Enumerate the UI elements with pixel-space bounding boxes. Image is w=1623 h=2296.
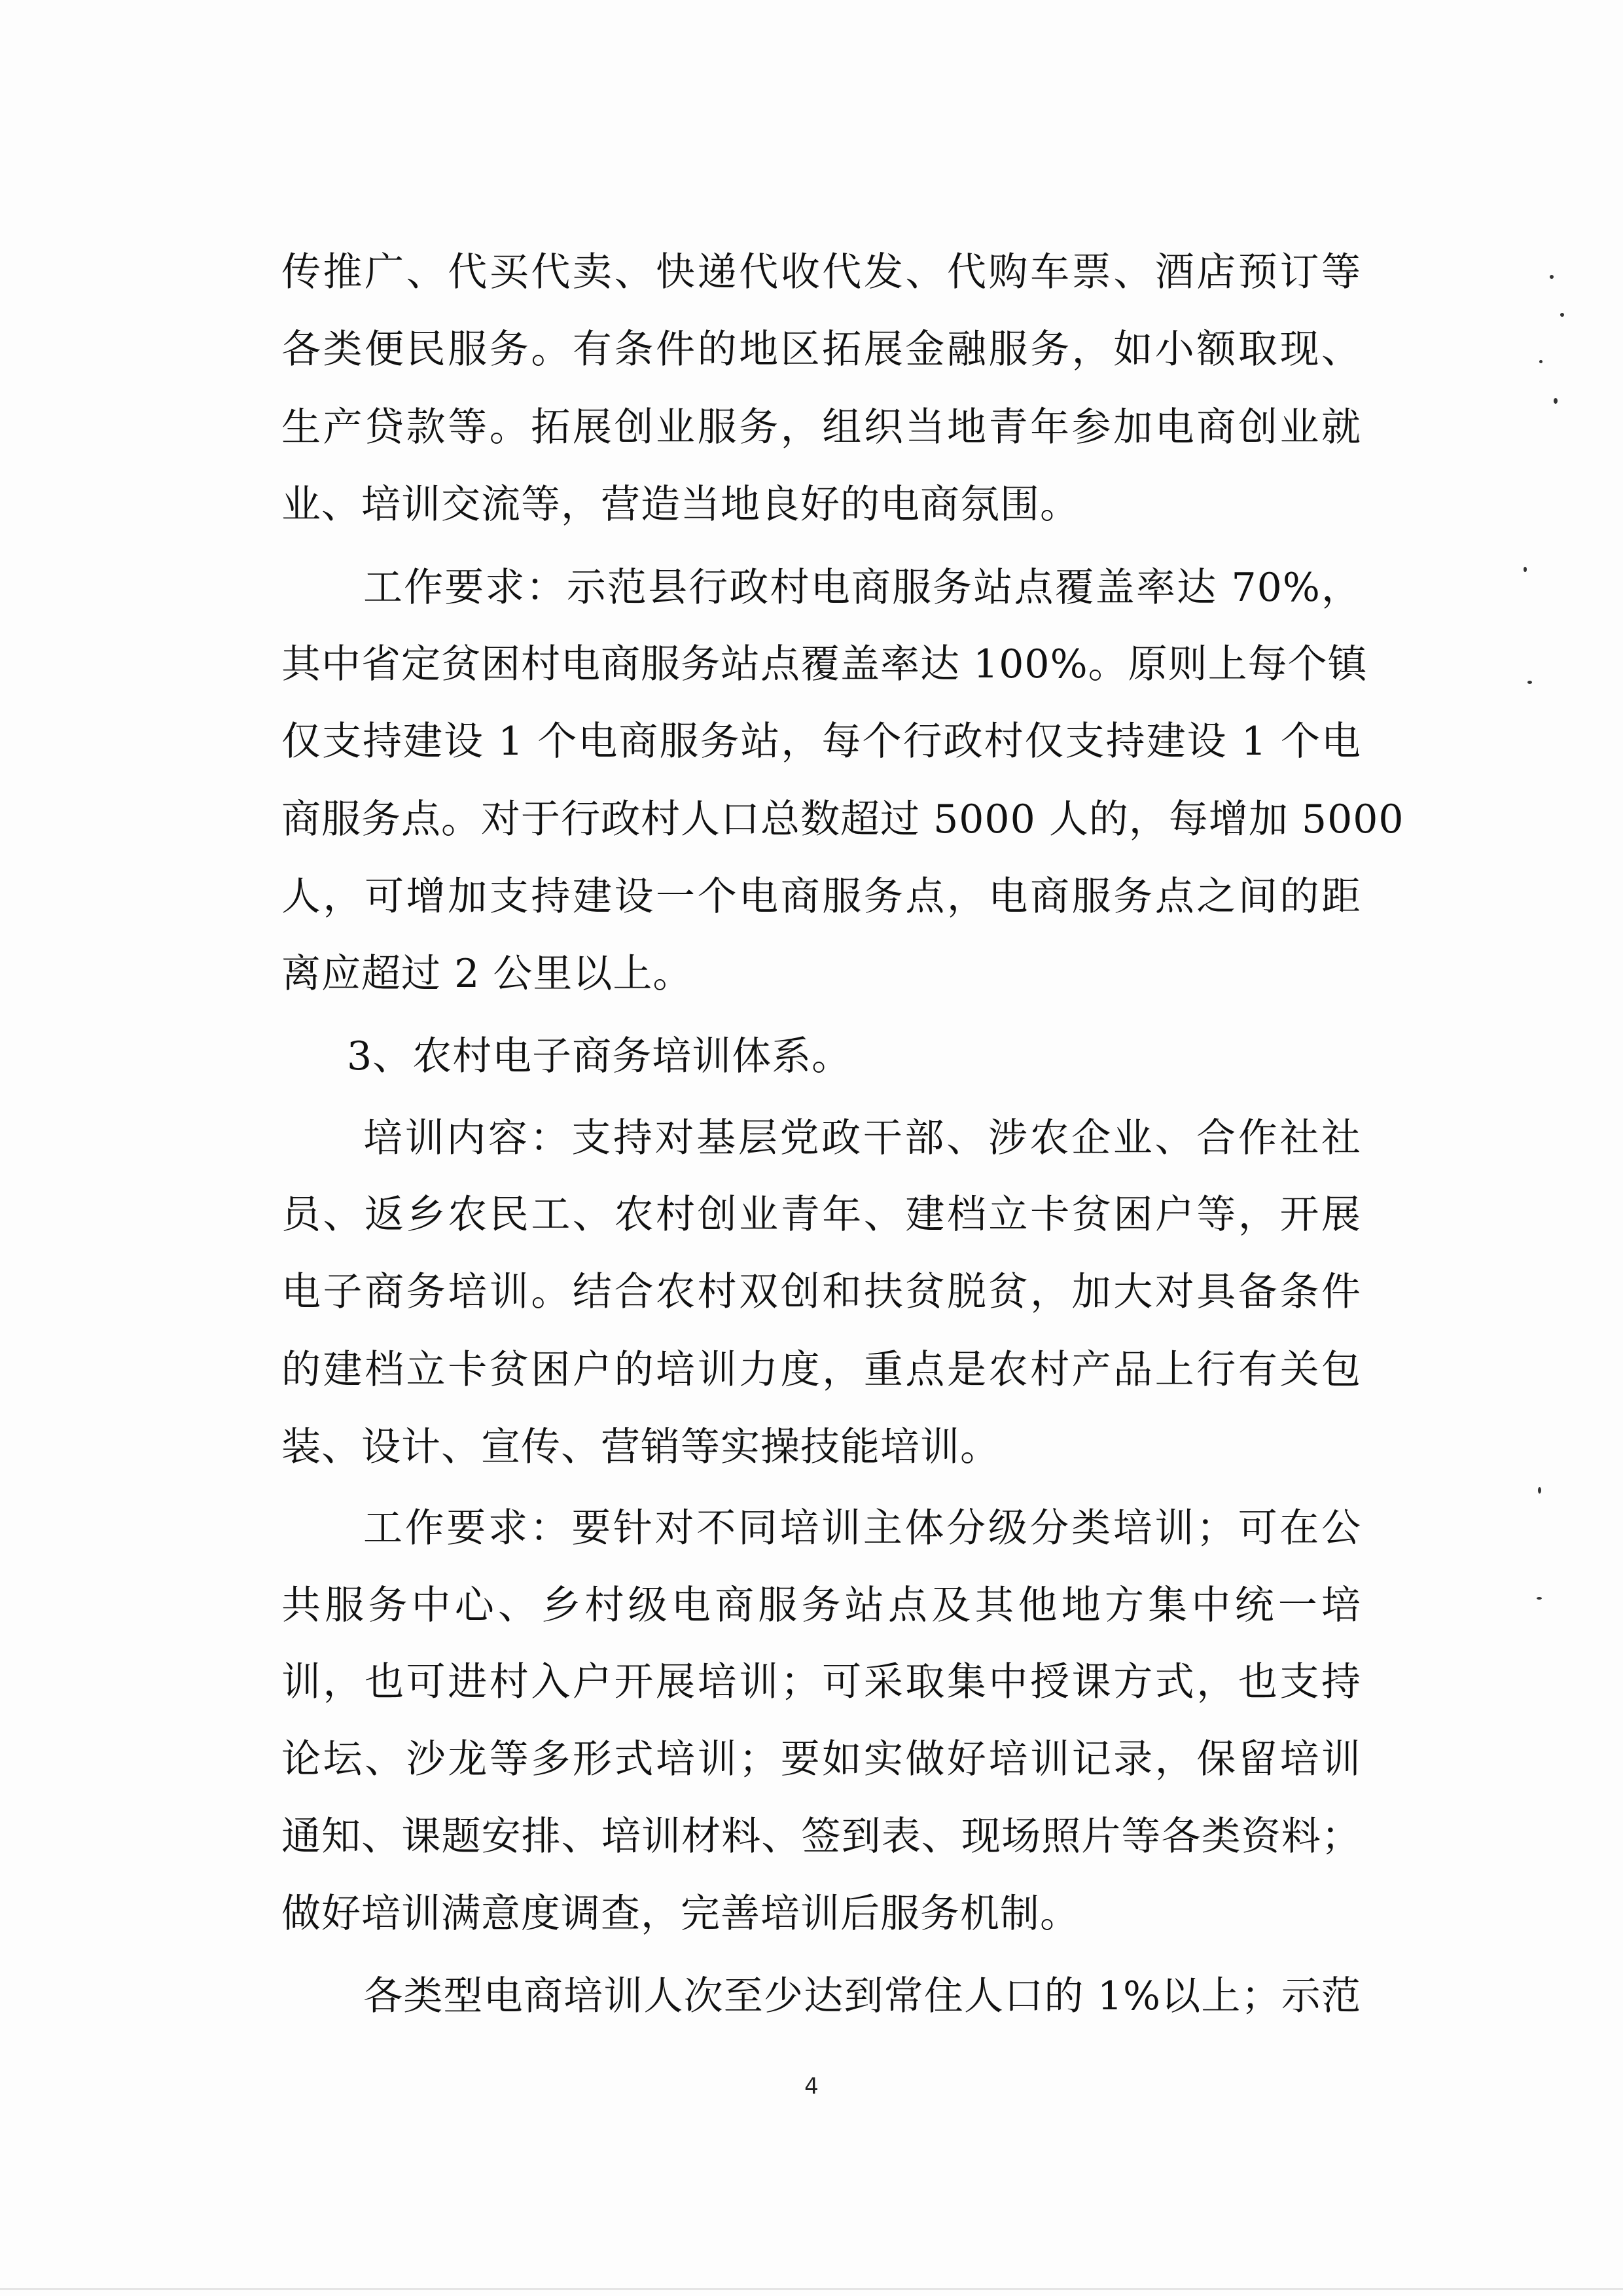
body-text-line-6: 其中省定贫困村电商服务站点覆盖率达 100%。原则上每个镇 [281, 641, 1368, 687]
scan-speck [1539, 360, 1543, 363]
scan-speck [1524, 567, 1527, 572]
body-text-line-14: 电子商务培训。结合农村双创和扶贫脱贫，加大对具备条件 [281, 1269, 1361, 1315]
body-text-line-19: 训，也可进村入户开展培训；可采取集中授课方式，也支持 [281, 1659, 1361, 1705]
body-text-line-2: 各类便民服务。有条件的地区拓展金融服务，如小额取现、 [281, 327, 1361, 372]
body-text-line-13: 员、返乡农民工、农村创业青年、建档立卡贫困户等，开展 [281, 1192, 1361, 1238]
body-text-line-18: 共服务中心、乡村级电商服务站点及其他地方集中统一培 [281, 1583, 1361, 1628]
body-text-line-5: 工作要求：示范县行政村电商服务站点覆盖率达 70%， [363, 565, 1361, 611]
scan-speck [1550, 275, 1554, 279]
section-heading-3: 3、农村电子商务培训体系。 [347, 1033, 852, 1079]
scan-speck [1554, 398, 1558, 404]
scan-speck [1538, 1487, 1541, 1494]
body-text-line-15: 的建档立卡贫困户的培训力度，重点是农村产品上行有关包 [281, 1347, 1361, 1393]
body-text-line-10: 离应超过 2 公里以上。 [281, 951, 693, 997]
body-text-line-4: 业、培训交流等，营造当地良好的电商氛围。 [281, 482, 1080, 528]
scan-bottom-edge [0, 2288, 1623, 2290]
body-text-line-7: 仅支持建设 1 个电商服务站，每个行政村仅支持建设 1 个电 [281, 719, 1361, 764]
body-text-line-16: 装、设计、宣传、营销等实操技能培训。 [281, 1424, 1000, 1470]
body-text-line-12: 培训内容：支持对基层党政干部、涉农企业、合作社社 [363, 1115, 1361, 1161]
body-text-line-21: 通知、课题安排、培训材料、签到表、现场照片等各类资料； [281, 1814, 1361, 1859]
body-text-line-1: 传推广、代买代卖、快递代收代发、代购车票、酒店预订等 [281, 249, 1361, 295]
body-text-line-22: 做好培训满意度调查，完善培训后服务机制。 [281, 1891, 1080, 1937]
scan-speck [1527, 681, 1532, 684]
body-text-line-20: 论坛、沙龙等多形式培训；要如实做好培训记录，保留培训 [281, 1736, 1361, 1782]
body-text-line-23: 各类型电商培训人次至少达到常住人口的 1%以上；示范 [363, 1973, 1361, 2019]
scan-speck [1560, 313, 1564, 317]
body-text-line-3: 生产贷款等。拓展创业服务，组织当地青年参加电商创业就 [281, 404, 1361, 450]
body-text-line-17: 工作要求：要针对不同培训主体分级分类培训；可在公 [363, 1505, 1361, 1551]
body-text-line-8: 商服务点。对于行政村人口总数超过 5000 人的，每增加 5000 [281, 797, 1404, 842]
body-text-line-9: 人，可增加支持建设一个电商服务点，电商服务点之间的距 [281, 874, 1361, 920]
scan-speck [1537, 1597, 1542, 1600]
page-number: 4 [804, 2073, 819, 2100]
